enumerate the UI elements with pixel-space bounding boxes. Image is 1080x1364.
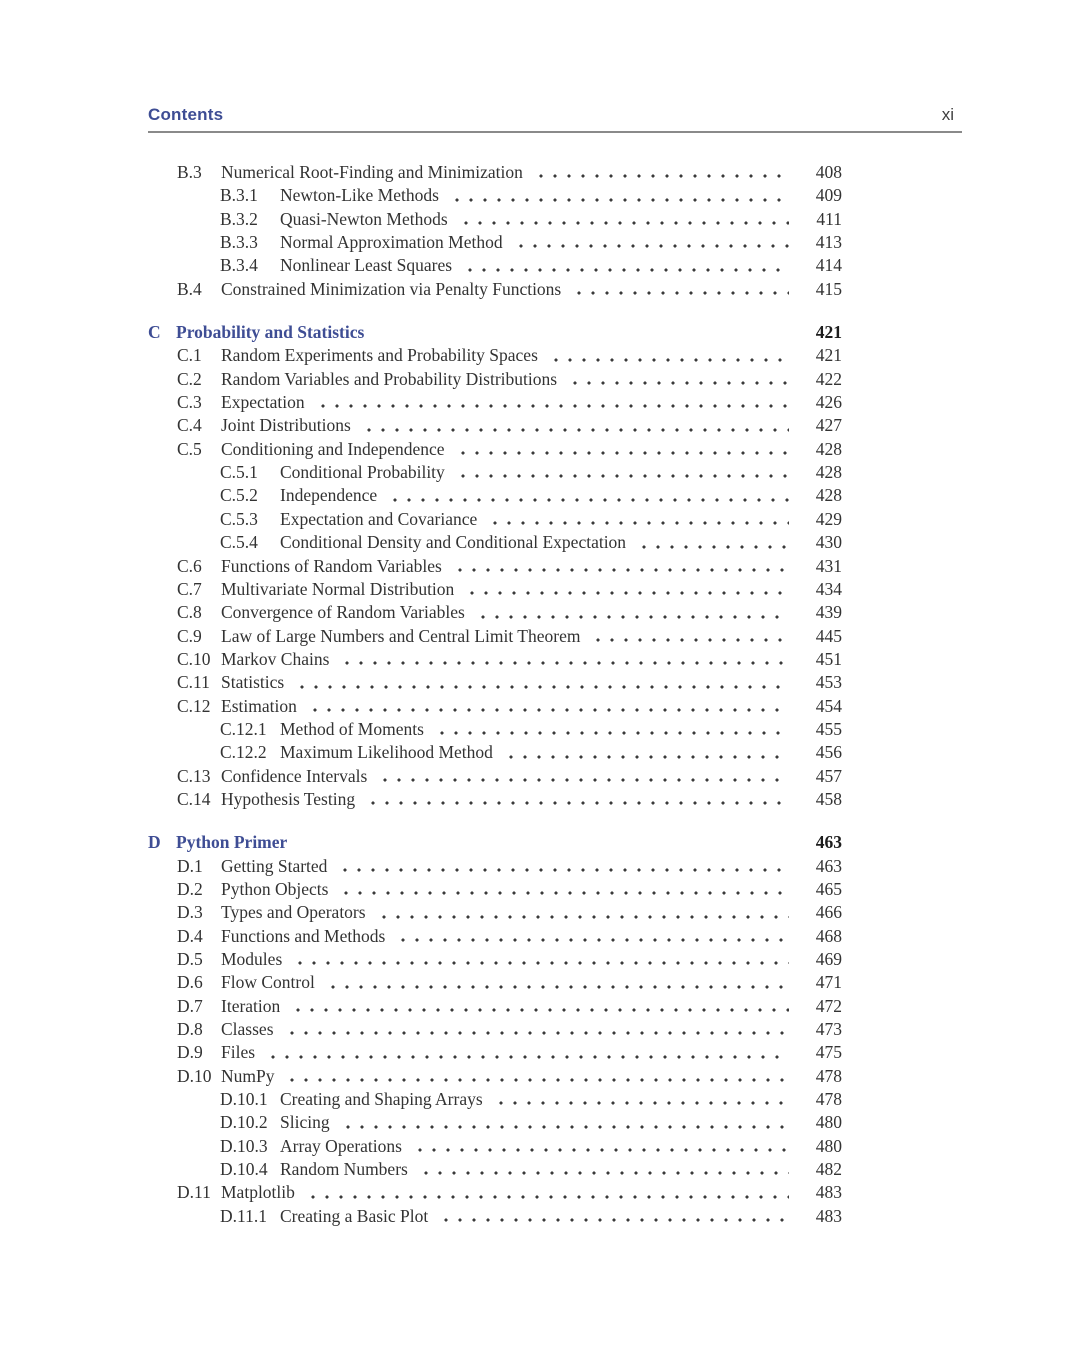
- entry-page-number: 430: [815, 532, 842, 553]
- dot-leader: [512, 231, 789, 254]
- entry-title: Statistics: [221, 672, 285, 693]
- entry-title: Slicing: [280, 1112, 330, 1133]
- entry-number: D.4: [177, 925, 203, 946]
- toc-entry: [148, 1135, 842, 1158]
- chapter-number: D: [148, 832, 161, 853]
- entry-page-number: 429: [815, 508, 842, 529]
- dot-leader: [376, 765, 789, 788]
- entry-number: B.3.2: [220, 208, 258, 229]
- folio-page-number: xi: [941, 105, 954, 124]
- chapter-title: Probability and Statistics: [176, 322, 365, 343]
- entry-title: Estimation: [221, 695, 297, 716]
- entry-number: C.5: [177, 438, 202, 459]
- toc-group: [148, 831, 842, 1228]
- dot-leader: [532, 161, 789, 184]
- dot-leader: [283, 1018, 790, 1041]
- entry-page-number: 422: [815, 368, 842, 389]
- toc-entry: [148, 1111, 842, 1134]
- dot-leader: [264, 1041, 789, 1064]
- toc-entry: [148, 254, 842, 277]
- entry-number: C.4: [177, 415, 202, 436]
- entry-number: C.11: [177, 672, 210, 693]
- dot-leader: [437, 1205, 789, 1228]
- toc-entry: [148, 741, 842, 764]
- entry-number: C.5.1: [220, 462, 258, 483]
- entry-title: Array Operations: [280, 1135, 402, 1156]
- entry-title: Method of Moments: [280, 718, 424, 739]
- dot-leader: [375, 901, 789, 924]
- toc-entry: [148, 531, 842, 554]
- entry-title: Random Numbers: [280, 1159, 408, 1180]
- dot-leader: [454, 461, 789, 484]
- chapter-row: [148, 831, 842, 854]
- toc-entry: [148, 995, 842, 1018]
- dot-leader: [570, 278, 789, 301]
- toc-entry: [148, 278, 842, 301]
- entry-title: Conditional Density and Conditional Expectation: [280, 532, 627, 553]
- dot-leader: [502, 741, 789, 764]
- entry-number: C.12.1: [220, 718, 267, 739]
- toc-entry: [148, 765, 842, 788]
- entry-title: Newton-Like Methods: [280, 185, 439, 206]
- entry-number: D.8: [177, 1019, 203, 1040]
- toc-entry: [148, 1181, 842, 1204]
- entry-number: C.13: [177, 765, 211, 786]
- dot-leader: [360, 414, 789, 437]
- entry-page-number: 457: [815, 765, 842, 786]
- entry-number: C.14: [177, 788, 211, 809]
- toc-entry: [148, 1065, 842, 1088]
- entry-page-number: 471: [815, 972, 842, 993]
- entry-page-number: 475: [815, 1042, 842, 1063]
- dot-leader: [492, 1088, 789, 1111]
- entry-page-number: 458: [815, 788, 842, 809]
- toc-entry: [148, 901, 842, 924]
- entry-title: Getting Started: [221, 855, 328, 876]
- dot-leader: [411, 1135, 789, 1158]
- page-header: [148, 104, 962, 126]
- toc-entry: [148, 878, 842, 901]
- entry-title: Random Experiments and Probability Spaces: [221, 345, 538, 366]
- entry-page-number: 480: [815, 1135, 842, 1156]
- dot-leader: [293, 671, 789, 694]
- entry-title: Flow Control: [221, 972, 315, 993]
- entry-page-number: 454: [815, 695, 842, 716]
- entry-page-number: 439: [815, 602, 842, 623]
- toc-entry: [148, 971, 842, 994]
- toc-entry: [148, 391, 842, 414]
- toc-entry: [148, 671, 842, 694]
- entry-number: D.11.1: [220, 1205, 267, 1226]
- entry-page-number: 428: [815, 438, 842, 459]
- dot-leader: [566, 368, 789, 391]
- entry-page-number: 455: [815, 718, 842, 739]
- toc-entry: [148, 231, 842, 254]
- entry-number: D.9: [177, 1042, 203, 1063]
- entry-page-number: 456: [815, 742, 842, 763]
- toc-entry: [148, 414, 842, 437]
- entry-number: C.3: [177, 392, 202, 413]
- toc-entry: [148, 625, 842, 648]
- dot-leader: [314, 391, 789, 414]
- dot-leader: [454, 438, 789, 461]
- entry-number: D.6: [177, 972, 203, 993]
- entry-page-number: 478: [815, 1089, 842, 1110]
- entry-title: NumPy: [221, 1065, 275, 1086]
- entry-number: B.3: [177, 162, 202, 182]
- dot-leader: [463, 578, 789, 601]
- chapter-title: Python Primer: [176, 832, 288, 853]
- entry-number: D.10.4: [220, 1159, 268, 1180]
- entry-title: Quasi-Newton Methods: [280, 208, 448, 229]
- entry-page-number: 473: [815, 1019, 842, 1040]
- entry-page-number: 451: [815, 648, 842, 669]
- toc-group: [148, 321, 842, 811]
- entry-page-number: 482: [815, 1159, 842, 1180]
- entry-number: D.1: [177, 855, 203, 876]
- entry-title: Creating a Basic Plot: [280, 1205, 429, 1226]
- dot-leader: [339, 1111, 789, 1134]
- dot-leader: [386, 484, 789, 507]
- entry-title: Functions of Random Variables: [221, 555, 442, 576]
- entry-title: Normal Approximation Method: [280, 232, 503, 253]
- toc-entry: [148, 648, 842, 671]
- toc-entry: [148, 1018, 842, 1041]
- entry-page-number: 434: [815, 578, 842, 599]
- entry-number: C.5.2: [220, 485, 258, 506]
- entry-page-number: 468: [815, 925, 842, 946]
- entry-page-number: 408: [815, 162, 842, 182]
- entry-page-number: 469: [815, 949, 842, 969]
- entry-title: Random Variables and Probability Distributions: [221, 368, 558, 389]
- dot-leader: [433, 718, 789, 741]
- toc-entry: [148, 508, 842, 531]
- entry-number: B.4: [177, 278, 202, 299]
- dot-leader: [486, 508, 789, 531]
- toc-entry: [148, 208, 842, 231]
- dot-leader: [324, 971, 789, 994]
- toc-entry: [148, 1205, 842, 1228]
- entry-title: Conditioning and Independence: [221, 438, 445, 459]
- entry-number: C.1: [177, 345, 202, 366]
- entry-title: Files: [221, 1042, 256, 1063]
- entry-number: C.5.4: [220, 532, 258, 553]
- entry-number: D.10.2: [220, 1112, 268, 1133]
- chapter-page-number: 421: [815, 322, 842, 343]
- entry-number: C.6: [177, 555, 202, 576]
- entry-title: Multivariate Normal Distribution: [221, 578, 455, 599]
- entry-page-number: 478: [815, 1065, 842, 1086]
- entry-page-number: 413: [815, 232, 842, 253]
- entry-number: D.3: [177, 902, 203, 923]
- entry-page-number: 465: [815, 878, 842, 899]
- dot-leader: [306, 695, 789, 718]
- entry-title: Functions and Methods: [221, 925, 386, 946]
- entry-page-number: 483: [815, 1182, 842, 1203]
- entry-number: D.10.3: [220, 1135, 268, 1156]
- entry-page-number: 431: [815, 555, 842, 576]
- toc-entry: [148, 1158, 842, 1181]
- entry-number: D.5: [177, 949, 203, 969]
- entry-page-number: 453: [815, 672, 842, 693]
- entry-number: C.9: [177, 625, 202, 646]
- chapter-row: [148, 321, 842, 344]
- dot-leader: [457, 208, 789, 231]
- toc-entry: [148, 788, 842, 811]
- entry-page-number: 427: [815, 415, 842, 436]
- entry-page-number: 409: [815, 185, 842, 206]
- entry-page-number: 466: [815, 902, 842, 923]
- toc-entry: [148, 484, 842, 507]
- entry-title: Expectation: [221, 392, 305, 413]
- toc-entry: [148, 1041, 842, 1064]
- dot-leader: [364, 788, 789, 811]
- entry-title: Hypothesis Testing: [221, 788, 356, 809]
- entry-number: D.11: [177, 1182, 211, 1203]
- entry-page-number: 480: [815, 1112, 842, 1133]
- entry-number: D.10: [177, 1065, 212, 1086]
- toc-entry: [148, 368, 842, 391]
- dot-leader: [589, 625, 789, 648]
- entry-page-number: 414: [815, 255, 842, 276]
- dot-leader: [336, 855, 789, 878]
- entry-title: Constrained Minimization via Penalty Functions: [221, 278, 562, 299]
- entry-title: Modules: [221, 949, 283, 969]
- toc-entry: [148, 578, 842, 601]
- dot-leader: [448, 184, 789, 207]
- toc: [148, 161, 842, 1228]
- entry-title: Convergence of Random Variables: [221, 602, 465, 623]
- entry-number: D.7: [177, 995, 203, 1016]
- entry-title: Nonlinear Least Squares: [280, 255, 453, 276]
- entry-number: D.2: [177, 878, 203, 899]
- entry-title: Maximum Likelihood Method: [280, 742, 493, 763]
- entry-number: B.3.1: [220, 185, 258, 206]
- entry-number: C.10: [177, 648, 211, 669]
- entry-number: C.12: [177, 695, 211, 716]
- toc-entry: [148, 438, 842, 461]
- entry-title: Independence: [280, 485, 378, 506]
- entry-page-number: 426: [815, 392, 842, 413]
- entry-page-number: 415: [815, 278, 842, 299]
- entry-page-number: 483: [815, 1205, 842, 1226]
- dot-leader: [417, 1158, 789, 1181]
- dot-leader: [451, 555, 789, 578]
- dot-leader: [461, 254, 789, 277]
- entry-title: Markov Chains: [221, 648, 330, 669]
- entry-number: C.7: [177, 578, 202, 599]
- dot-leader: [289, 995, 789, 1018]
- entry-page-number: 428: [815, 462, 842, 483]
- toc-entry: [148, 1088, 842, 1111]
- toc-entry: [148, 184, 842, 207]
- entry-title: Conditional Probability: [280, 462, 445, 483]
- entry-page-number: 428: [815, 485, 842, 506]
- entry-number: C.8: [177, 602, 202, 623]
- dot-leader: [337, 878, 789, 901]
- dot-leader: [283, 1065, 789, 1088]
- toc-entry: [148, 161, 842, 184]
- toc-entry: [148, 555, 842, 578]
- entry-number: B.3.3: [220, 232, 258, 253]
- toc-entry: [148, 948, 842, 971]
- entry-title: Law of Large Numbers and Central Limit Theorem: [221, 625, 581, 646]
- header-rule: [148, 131, 962, 133]
- running-head-title: Contents: [148, 105, 224, 124]
- entry-title: Python Objects: [221, 878, 329, 899]
- entry-page-number: 445: [815, 625, 842, 646]
- dot-leader: [338, 648, 789, 671]
- entry-number: B.3.4: [220, 255, 258, 276]
- dot-leader: [474, 601, 789, 624]
- entry-title: Joint Distributions: [221, 415, 351, 436]
- entry-title: Iteration: [221, 995, 281, 1016]
- dot-leader: [304, 1181, 789, 1204]
- entry-number: C.2: [177, 368, 202, 389]
- entry-page-number: 472: [815, 995, 842, 1016]
- entry-page-number: 411: [816, 208, 842, 229]
- dot-leader: [394, 925, 789, 948]
- entry-title: Numerical Root-Finding and Minimization: [221, 162, 523, 182]
- entry-title: Matplotlib: [221, 1182, 295, 1203]
- entry-number: C.12.2: [220, 742, 267, 763]
- entry-title: Classes: [221, 1019, 274, 1040]
- toc-group: [148, 161, 842, 301]
- entry-number: D.10.1: [220, 1089, 268, 1110]
- toc-entry: [148, 925, 842, 948]
- entry-title: Types and Operators: [221, 902, 366, 923]
- toc-entry: [148, 344, 842, 367]
- toc-entry: [148, 855, 842, 878]
- entry-title: Expectation and Covariance: [280, 508, 478, 529]
- toc-entry: [148, 695, 842, 718]
- toc-entry: [148, 461, 842, 484]
- toc-entry: [148, 718, 842, 741]
- chapter-page-number: 463: [815, 832, 842, 853]
- entry-page-number: 421: [815, 345, 842, 366]
- entry-title: Creating and Shaping Arrays: [280, 1089, 483, 1110]
- entry-page-number: 463: [815, 855, 842, 876]
- entry-title: Confidence Intervals: [221, 765, 368, 786]
- dot-leader: [291, 948, 789, 971]
- entry-number: C.5.3: [220, 508, 258, 529]
- toc-entry: [148, 601, 842, 624]
- dot-leader: [547, 344, 789, 367]
- dot-leader: [635, 531, 789, 554]
- chapter-number: C: [148, 322, 161, 343]
